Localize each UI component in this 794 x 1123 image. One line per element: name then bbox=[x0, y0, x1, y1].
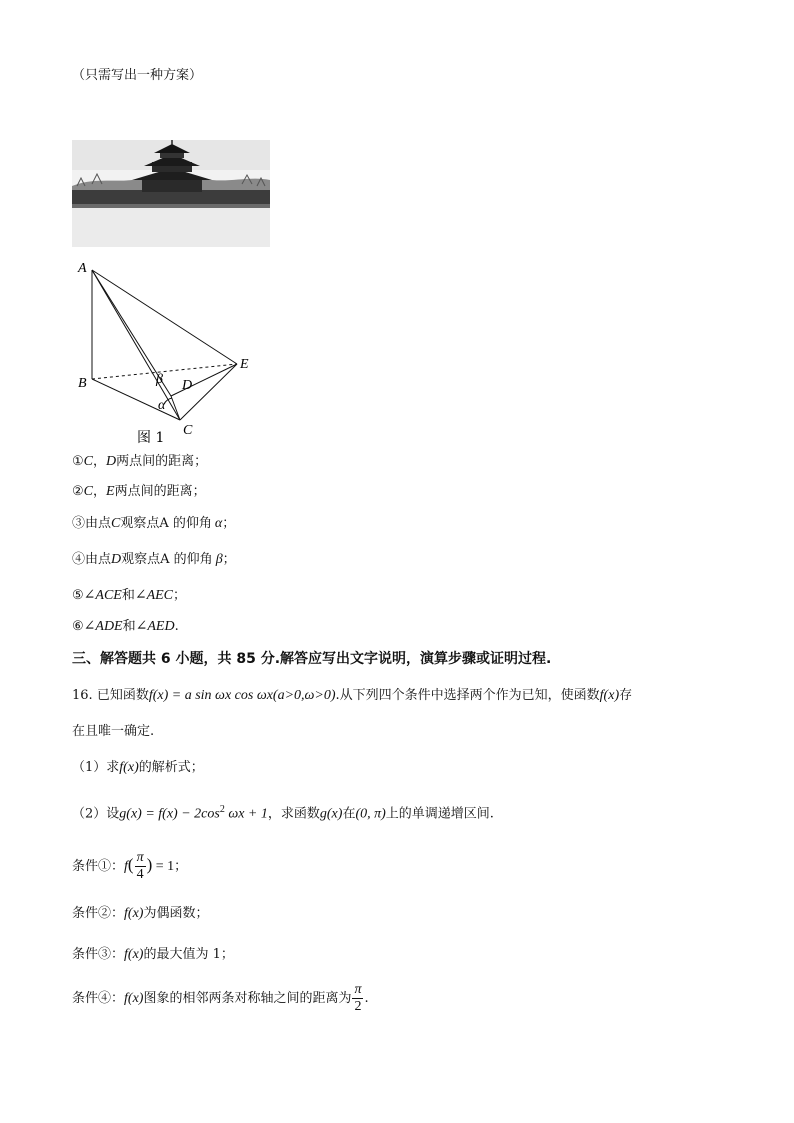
q16-intro-line2: 在且唯一确定. bbox=[72, 724, 155, 739]
label-c: C bbox=[183, 423, 193, 438]
option-4: ④由点D观察点A 的仰角 β； bbox=[72, 552, 236, 567]
figure-1-diagram bbox=[72, 258, 272, 450]
cond1-fraction: $\frac{\pi}{4}$ bbox=[136, 850, 144, 882]
condition-3: 条件③：f(x)的最大值为 1； bbox=[72, 947, 234, 962]
option-2: ②C，E两点间的距离； bbox=[72, 484, 206, 499]
label-e: E bbox=[240, 357, 249, 372]
option-5: ⑤∠ACE和∠AEC； bbox=[72, 588, 187, 603]
corner-tower-photo bbox=[72, 140, 270, 247]
q16-number: 16. bbox=[72, 688, 93, 703]
label-d: D bbox=[182, 378, 193, 393]
option-3: ③由点C观察点A 的仰角 α； bbox=[72, 516, 236, 531]
q16-part-2: （2）设$g(x) = f(x) - 2\cos^2$ ωx + 1，求函数g(x)在(0, π)上的单调递增区间. bbox=[72, 804, 494, 822]
q16-part-1: （1）求f(x)的解析式； bbox=[72, 760, 204, 775]
option-1: ①C，D两点间的距离； bbox=[72, 454, 208, 469]
label-alpha: α bbox=[158, 398, 166, 413]
q16-function: f(x) = a sin ωx cos ωx(a>0,ω>0) bbox=[148, 688, 336, 703]
condition-1: 条件①：f( $\frac{\pi}{4}$ ) = 1； bbox=[72, 850, 188, 882]
label-b: B bbox=[78, 376, 87, 391]
q16-intro: 16. 已知函数f(x) = a sin ωx cos ωx(a>0,ω>0).从下列四个条件中选择两个作为已知，使函数f(x)存 bbox=[72, 688, 633, 703]
figure-caption: 图 1 bbox=[137, 430, 165, 446]
label-beta: β bbox=[156, 372, 163, 387]
label-a: A bbox=[78, 261, 87, 276]
option-6: ⑥∠ADE和∠AED. bbox=[72, 619, 179, 634]
cond4-fraction: $\frac{\pi}{2}$ bbox=[354, 982, 362, 1014]
section-3-title: 三、解答题共 6 小题，共 85 分.解答应写出文字说明，演算步骤或证明过程. bbox=[72, 651, 552, 667]
top-note: （只需写出一种方案） bbox=[72, 68, 203, 83]
condition-4: 条件④：f(x)图象的相邻两条对称轴之间的距离为 $\frac{\pi}{2}$ . bbox=[72, 982, 369, 1014]
condition-2: 条件②：f(x)为偶函数； bbox=[72, 906, 209, 921]
